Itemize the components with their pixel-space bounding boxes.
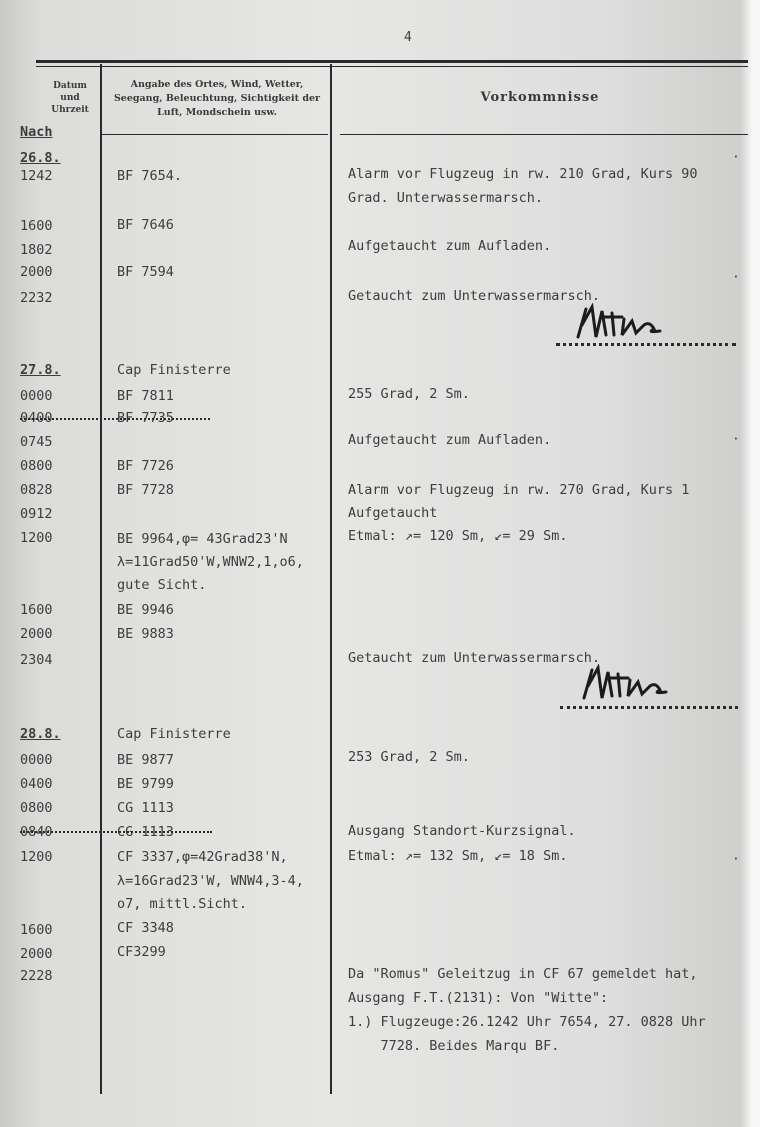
event-cell: 255 Grad, 2 Sm. [348, 386, 470, 402]
event-cell: Ausgang F.T.(2131): Von "Witte": [348, 990, 609, 1006]
time-cell: 2304 [20, 652, 53, 668]
time-cell: 0400 [20, 410, 53, 426]
column-divider-1 [100, 64, 102, 1094]
time-cell: 1600 [20, 922, 53, 938]
page-mark: 4 [404, 30, 412, 45]
header-underline-col3 [340, 134, 748, 135]
signature-scribble [572, 303, 692, 343]
event-cell: Alarm vor Flugzeug in rw. 210 Grad, Kurs 90 [348, 166, 698, 182]
time-cell: 0828 [20, 482, 53, 498]
dotted-rule [20, 831, 212, 833]
position-cell: λ=11Grad50'W,WNW2,1,o6, [117, 554, 304, 570]
position-cell: CF 3348 [117, 920, 174, 936]
time-cell: 0800 [20, 800, 53, 816]
time-cell: 2228 [20, 968, 53, 984]
position-cell: BE 9964,φ= 43Grad23'N [117, 531, 288, 547]
event-cell: 1.) Flugzeuge:26.1242 Uhr 7654, 27. 0828 Uhr [348, 1014, 706, 1030]
event-cell: Aufgetaucht zum Aufladen. [348, 432, 552, 448]
header-events: Vorkommnisse [480, 90, 600, 105]
header-date-time: Datum und Uhrzeit [51, 81, 89, 115]
event-cell: Aufgetaucht zum Aufladen. [348, 238, 552, 254]
event-cell: 7728. Beides Marqu BF. [348, 1038, 560, 1054]
edge-mark: · [732, 852, 740, 867]
time-cell: 1200 [20, 530, 53, 546]
date-cell: 27.8. [20, 362, 61, 378]
time-cell: 0840 [20, 824, 53, 840]
time-cell: 2232 [20, 290, 53, 306]
date-cell: Nach [20, 124, 53, 140]
position-cell: BF 7728 [117, 482, 174, 498]
position-cell: CF 3337,φ=42Grad38'N, [117, 849, 288, 865]
date-cell: 28.8. [20, 726, 61, 742]
position-cell: BF 7654. [117, 168, 183, 184]
event-cell: Grad. Unterwassermarsch. [348, 190, 544, 206]
edge-mark: · [732, 270, 740, 285]
event-cell: 253 Grad, 2 Sm. [348, 749, 470, 765]
position-cell: o7, mittl.Sicht. [117, 896, 248, 912]
position-cell: BF 7735 [117, 410, 174, 426]
dotted-rule [20, 418, 210, 420]
position-cell: BE 9946 [117, 602, 174, 618]
time-cell: 2000 [20, 264, 53, 280]
signature-scribble [578, 664, 698, 704]
signature-dotted-line [556, 343, 736, 346]
event-cell: Getaucht zum Unterwassermarsch. [348, 288, 600, 304]
position-cell: BE 9877 [117, 752, 174, 768]
time-cell: 0745 [20, 434, 53, 450]
table-top-rule-thin [36, 66, 748, 67]
event-cell: Getaucht zum Unterwassermarsch. [348, 650, 600, 666]
date-cell: 26.8. [20, 150, 61, 166]
time-cell: 2000 [20, 626, 53, 642]
time-cell: 0800 [20, 458, 53, 474]
position-cell: Cap Finisterre [117, 726, 231, 742]
event-cell: Etmal: ↗= 120 Sm, ↙= 29 Sm. [348, 528, 568, 544]
position-cell: λ=16Grad23'W, WNW4,3-4, [117, 873, 304, 889]
position-cell: BF 7811 [117, 388, 174, 404]
position-cell: BF 7646 [117, 217, 174, 233]
time-cell: 1600 [20, 218, 53, 234]
time-cell: 0400 [20, 776, 53, 792]
time-cell: 1200 [20, 849, 53, 865]
time-cell: 0000 [20, 752, 53, 768]
signature-mark [578, 664, 698, 708]
time-cell: 2000 [20, 946, 53, 962]
time-cell: 1802 [20, 242, 53, 258]
header-underline-col2 [100, 134, 328, 135]
column-divider-2 [330, 64, 332, 1094]
signature-mark [572, 303, 692, 347]
event-cell: Aufgetaucht [348, 505, 438, 521]
edge-mark: · [732, 432, 740, 447]
time-cell: 1600 [20, 602, 53, 618]
position-cell: CG 1113 [117, 800, 174, 816]
event-cell: Da "Romus" Geleitzug in CF 67 gemeldet hat, [348, 966, 698, 982]
time-cell: 0000 [20, 388, 53, 404]
position-cell: CF3299 [117, 944, 166, 960]
position-cell: Cap Finisterre [117, 362, 231, 378]
position-cell: BE 9799 [117, 776, 174, 792]
position-cell: BE 9883 [117, 626, 174, 642]
position-cell: BF 7726 [117, 458, 174, 474]
header-location-weather: Angabe des Ortes, Wind, Wetter, Seegang, Beleuchtung, Sichtigkeit der Luft, Mondschein usw. [113, 79, 321, 118]
event-cell: Etmal: ↗= 132 Sm, ↙= 18 Sm. [348, 848, 568, 864]
position-cell: gute Sicht. [117, 577, 207, 593]
event-cell: Alarm vor Flugzeug in rw. 270 Grad, Kurs 1 [348, 482, 690, 498]
time-cell: 1242 [20, 168, 53, 184]
table-top-rule [36, 60, 748, 63]
position-cell: BF 7594 [117, 264, 174, 280]
signature-dotted-line [560, 706, 738, 709]
time-cell: 0912 [20, 506, 53, 522]
position-cell: CG 1113 [117, 824, 174, 840]
event-cell: Ausgang Standort-Kurzsignal. [348, 823, 576, 839]
edge-mark: · [732, 150, 740, 165]
